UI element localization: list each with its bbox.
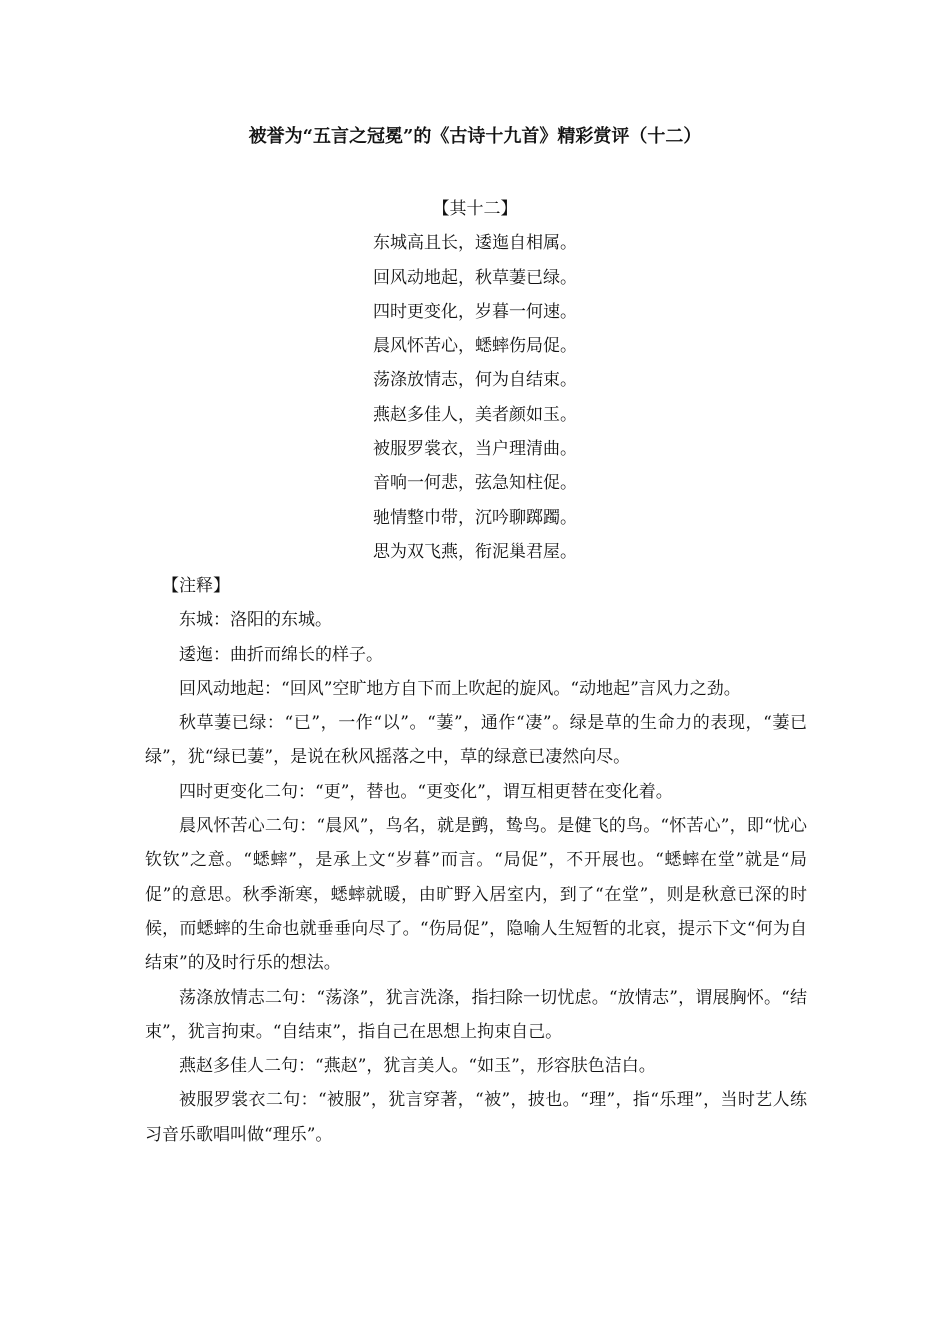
poem-heading: 【其十二】	[432, 199, 518, 219]
note-paragraph: 荡涤放情志二句：“荡涤”，犹言洗涤，指扫除一切忧虑。“放情志”，谓展胸怀。“结束”，犹言拘束。“自结束”，指自己在思想上拘束自己。	[145, 987, 807, 1042]
note-paragraph: 四时更变化二句：“更”，替也。“更变化”，谓互相更替在变化着。	[179, 781, 673, 802]
poem-line: 思为双飞燕，衔泥巢君屋。	[373, 541, 577, 562]
poem-line: 东城高且长，逶迤自相属。	[373, 233, 577, 254]
note-paragraph: 回风动地起：“回风”空旷地方自下而上吹起的旋风。“动地起”言风力之劲。	[179, 678, 741, 699]
poem-line: 回风动地起，秋草萋已绿。	[373, 267, 577, 288]
document-title: 被誉为“五言之冠冕”的《古诗十九首》精彩赏评（十二）	[248, 126, 702, 147]
poem-line: 被服罗裳衣，当户理清曲。	[373, 439, 577, 460]
notes-heading: 【注释】	[162, 576, 230, 596]
note-paragraph: 晨风怀苦心二句：“晨风”，鸟名，就是鹯，鸷鸟。是健飞的鸟。“怀苦心”，即“忧心钦钦”之意。“蟋蟀”，是承上文“岁暮”而言。“局促”，不开展也。“蟋蟀在堂”就是“局促”的意思。秋季渐寒，蟋蟀就暖，由旷野入居室内，到了“在堂”，则是秋意已深的时候，而蟋蟀的生命也就垂垂向尽了。“伤局促”，隐喻人生短暂的北哀，提示下文“何为自结束”的及时行乐的想法。	[145, 816, 807, 974]
note-paragraph: 燕赵多佳人二句：“燕赵”，犹言美人。“如玉”，形容肤色洁白。	[179, 1056, 656, 1077]
poem-line: 音响一何悲，弦急知柱促。	[373, 473, 577, 494]
note-paragraph: 秋草萋已绿：“已”，一作“以”。“萋”，通作“凄”。绿是草的生命力的表现，“萋已绿”，犹“绿已萋”，是说在秋风摇落之中，草的绿意已凄然向尽。	[145, 713, 807, 768]
notes-section	[145, 569, 807, 1152]
note-paragraph: 被服罗裳衣二句：“被服”，犹言穿著，“被”，披也。“理”，指“乐理”，当时艺人练习音乐歌唱叫做“理乐”。	[145, 1090, 807, 1145]
poem-line: 晨风怀苦心，蟋蟀伤局促。	[373, 336, 577, 357]
note-paragraph: 东城：洛阳的东城。	[179, 610, 332, 631]
poem-line: 驰情整巾带，沉吟聊踯躅。	[373, 507, 577, 528]
poem-block	[0, 192, 950, 569]
poem-line: 四时更变化，岁暮一何速。	[373, 301, 577, 322]
poem-line: 燕赵多佳人，美者颜如玉。	[373, 404, 577, 425]
poem-line: 荡涤放情志，何为自结束。	[373, 370, 577, 391]
note-paragraph: 逶迤：曲折而绵长的样子。	[179, 644, 383, 665]
